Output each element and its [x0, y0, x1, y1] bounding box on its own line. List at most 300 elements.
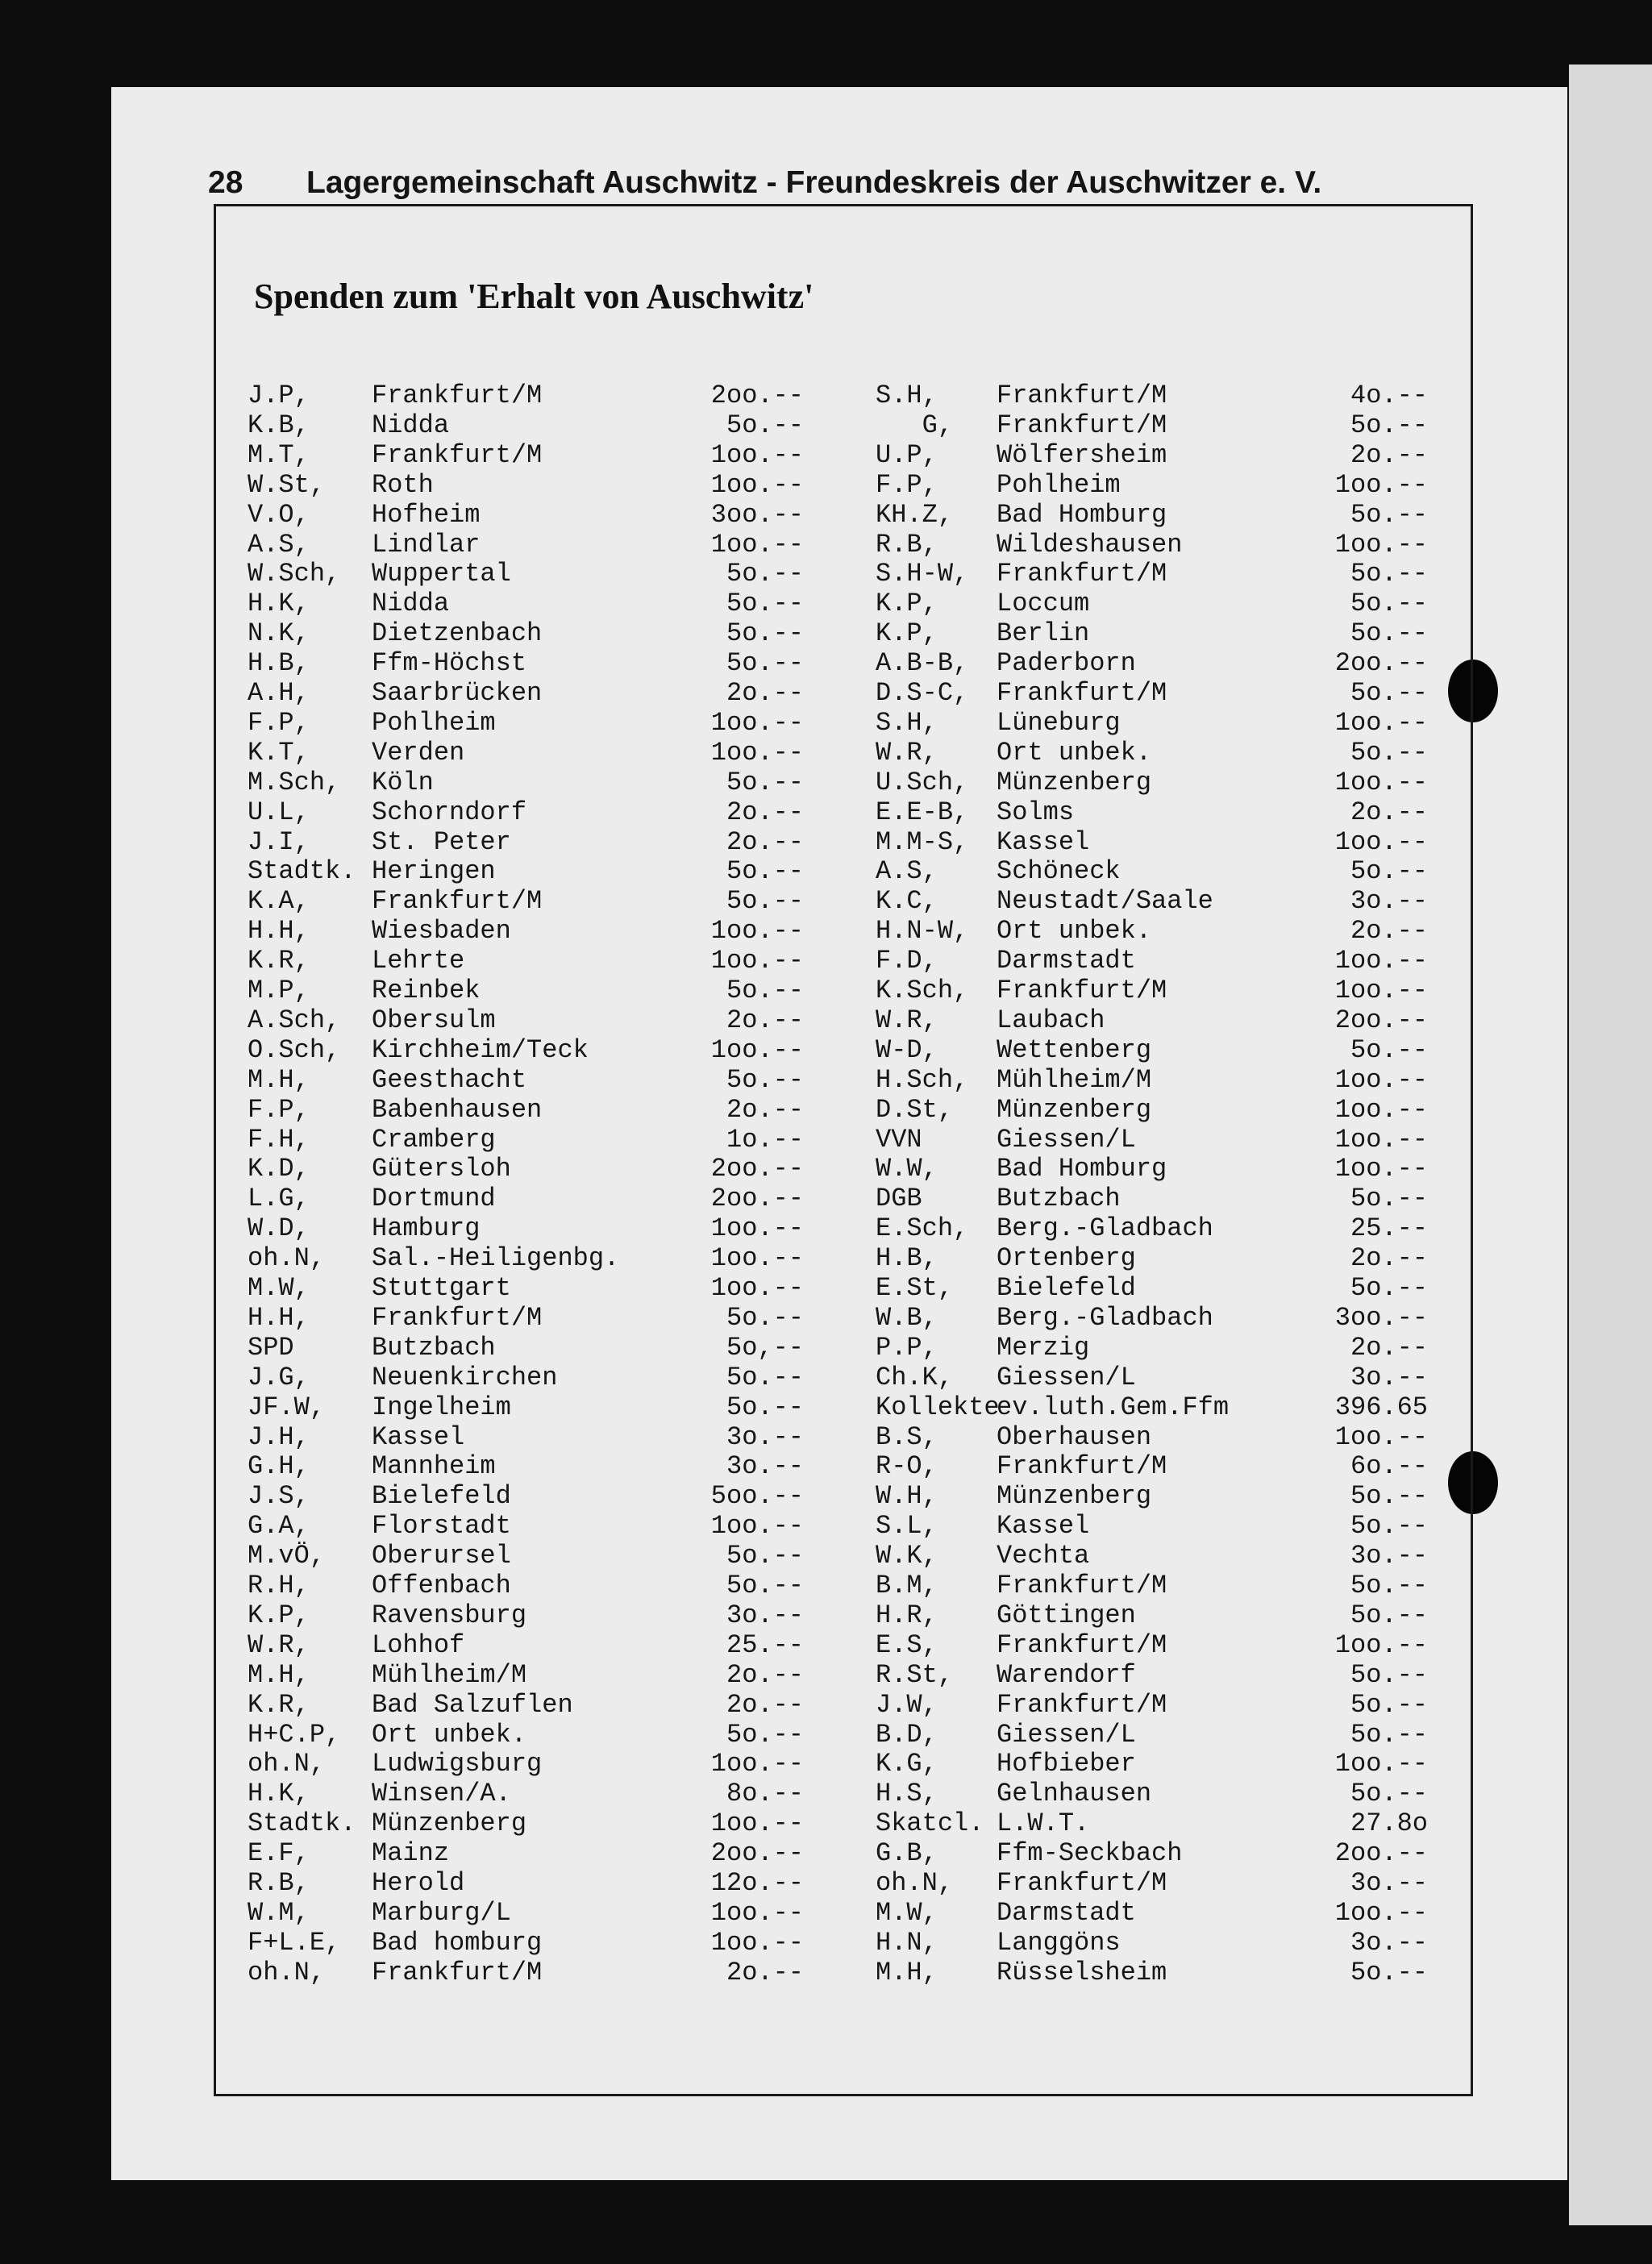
donation-row [0, 1005, 1652, 1035]
donation-left-place: Kirchheim/Teck [372, 1034, 589, 1065]
donation-left-amount: 25.-- [726, 1629, 804, 1660]
donation-right-name: M.M-S, [876, 826, 969, 857]
donation-left-name: M.Sch, [248, 767, 341, 797]
donation-left-place: Mainz [372, 1838, 450, 1869]
donation-right-name: H.R, [876, 1600, 938, 1630]
donation-left-place: Reinbek [372, 976, 481, 1005]
donation-row [0, 589, 1652, 618]
donation-right-name: Ch.K, [876, 1362, 954, 1392]
donation-left-name: oh.N, [248, 1749, 326, 1779]
donation-left-name: O.Sch, [248, 1034, 341, 1065]
donation-right-amount: 3o.-- [1350, 1362, 1428, 1392]
donation-right-name: S.L, [876, 1511, 938, 1542]
donation-left-name: oh.N, [248, 1957, 326, 1987]
donation-right-amount: 5o.-- [1350, 499, 1428, 530]
donation-right-amount: 3o.-- [1350, 1541, 1428, 1571]
donation-left-name: JF.W, [248, 1392, 326, 1422]
donation-right-name: P.P, [876, 1332, 938, 1363]
donation-left-amount: 5o.-- [726, 1541, 804, 1571]
donation-right-amount: 1oo.-- [1334, 1629, 1428, 1660]
donation-left-place: Bad homburg [372, 1927, 543, 1958]
donation-left-amount: 5o.-- [726, 1571, 804, 1600]
donation-left-amount: 2o.-- [726, 1005, 804, 1035]
donation-left-amount: 1oo.-- [710, 946, 804, 976]
donation-right-amount: 5o.-- [1350, 1571, 1428, 1600]
donation-left-place: Frankfurt/M [372, 1302, 543, 1333]
donation-left-place: Heringen [372, 856, 496, 887]
donation-right-place: Ortenberg [997, 1243, 1136, 1274]
donation-left-name: M.W, [248, 1273, 310, 1303]
donation-left-place: Ort unbek. [372, 1719, 527, 1750]
donation-row [0, 1065, 1652, 1095]
donation-left-place: Obersulm [372, 1005, 496, 1035]
donation-row [0, 1600, 1652, 1630]
donation-right-amount: 5o.-- [1350, 1689, 1428, 1720]
donation-right-place: Kassel [997, 1511, 1090, 1542]
donation-left-name: SPD [248, 1332, 294, 1363]
donation-right-amount: 5o.-- [1350, 1184, 1428, 1214]
donation-left-amount: 5oo.-- [710, 1481, 804, 1512]
donation-right-amount: 396.65 [1334, 1392, 1428, 1422]
donation-right-place: Solms [997, 797, 1075, 827]
donation-right-place: Frankfurt/M [997, 1451, 1167, 1482]
donation-right-amount: 2o.-- [1350, 439, 1428, 470]
donation-row [0, 1243, 1652, 1273]
donation-left-name: Stadtk. [248, 856, 356, 887]
donation-right-amount: 1oo.-- [1334, 1421, 1428, 1452]
donation-row [0, 708, 1652, 738]
donation-right-name: W.K, [876, 1541, 938, 1571]
donation-left-name: K.T, [248, 737, 310, 768]
donation-row [0, 827, 1652, 857]
donation-right-amount: 5o.-- [1350, 618, 1428, 649]
page-number: 28 [208, 165, 243, 200]
donation-row [0, 1868, 1652, 1898]
donation-left-name: L.G, [248, 1184, 310, 1214]
donation-right-place: Butzbach [997, 1184, 1121, 1214]
donation-right-name: Skatcl. [876, 1808, 984, 1839]
donation-row [0, 1451, 1652, 1481]
donation-left-place: Mühlheim/M [372, 1659, 527, 1690]
donation-row [0, 1035, 1652, 1065]
donation-right-name: B.S, [876, 1421, 938, 1452]
donation-right-name: B.D, [876, 1719, 938, 1750]
donation-left-amount: 3oo.-- [710, 499, 804, 530]
donation-right-place: Paderborn [997, 648, 1136, 679]
donation-row [0, 1571, 1652, 1600]
donation-left-amount: 1oo.-- [710, 529, 804, 560]
donation-left-place: Dortmund [372, 1184, 496, 1214]
donation-row [0, 440, 1652, 470]
donation-left-amount: 1oo.-- [710, 439, 804, 470]
donation-left-name: J.G, [248, 1362, 310, 1392]
donation-left-place: Münzenberg [372, 1808, 527, 1839]
donation-left-name: J.I, [248, 826, 310, 857]
donation-right-name: B.M, [876, 1571, 938, 1600]
donation-left-place: Hofheim [372, 499, 481, 530]
donation-left-amount: 5o.-- [726, 559, 804, 589]
donation-left-place: Verden [372, 737, 465, 768]
donation-right-place: Wölfersheim [997, 439, 1167, 470]
donation-left-amount: 2o.-- [726, 1689, 804, 1720]
donation-left-place: Lehrte [372, 946, 465, 976]
donation-right-name: D.St, [876, 1094, 954, 1125]
donation-left-amount: 2o.-- [726, 678, 804, 708]
donation-right-place: Kassel [997, 826, 1090, 857]
donation-right-name: E.E-B, [876, 797, 969, 827]
donation-left-amount: 5o.-- [726, 1719, 804, 1750]
donation-left-name: W.D, [248, 1213, 310, 1244]
donation-right-place: Giessen/L [997, 1719, 1136, 1750]
donation-left-name: W.R, [248, 1629, 310, 1660]
donation-right-name: R.B, [876, 529, 938, 560]
donation-row [0, 1808, 1652, 1838]
header-title: Lagergemeinschaft Auschwitz - Freundeskreis der Auschwitzer e. V. [306, 165, 1322, 200]
donation-right-amount: 1oo.-- [1334, 469, 1428, 500]
document-title: Spenden zum 'Erhalt von Auschwitz' [254, 277, 814, 316]
donation-left-amount: 5o.-- [726, 1302, 804, 1333]
donation-right-place: Darmstadt [997, 946, 1136, 976]
donation-left-amount: 1oo.-- [710, 707, 804, 738]
donation-left-amount: 1oo.-- [710, 737, 804, 768]
donation-right-name: J.W, [876, 1689, 938, 1720]
donation-right-name: W.H, [876, 1481, 938, 1512]
donation-left-place: Frankfurt/M [372, 886, 543, 917]
donation-left-amount: 1oo.-- [710, 1808, 804, 1839]
donation-left-name: V.O, [248, 499, 310, 530]
donation-left-name: A.Sch, [248, 1005, 341, 1035]
donation-right-name: E.S, [876, 1629, 938, 1660]
donation-row [0, 1928, 1652, 1958]
donation-right-name: W.W, [876, 1154, 938, 1184]
donation-row [0, 1422, 1652, 1452]
donation-row [0, 738, 1652, 768]
donation-right-amount: 2oo.-- [1334, 1838, 1428, 1869]
donation-left-name: J.S, [248, 1481, 310, 1512]
donation-right-amount: 1oo.-- [1334, 826, 1428, 857]
donation-left-amount: 1oo.-- [710, 916, 804, 947]
donation-left-amount: 3o.-- [726, 1421, 804, 1452]
donation-row [0, 768, 1652, 797]
donation-right-amount: 5o.-- [1350, 1034, 1428, 1065]
donation-left-name: G.A, [248, 1511, 310, 1542]
donation-right-name: W.B, [876, 1302, 938, 1333]
donation-right-amount: 1oo.-- [1334, 1154, 1428, 1184]
donation-left-name: R.H, [248, 1571, 310, 1600]
donation-right-name: S.H-W, [876, 559, 969, 589]
donation-left-amount: 5o,-- [726, 1332, 804, 1363]
donation-left-name: F.H, [248, 1124, 310, 1155]
donation-left-name: A.S, [248, 529, 310, 560]
donation-left-amount: 5o.-- [726, 1064, 804, 1095]
donation-right-place: Oberhausen [997, 1421, 1152, 1452]
donation-right-place: Vechta [997, 1541, 1090, 1571]
donation-left-place: Geesthacht [372, 1064, 527, 1095]
donation-left-place: Offenbach [372, 1571, 511, 1600]
donation-right-place: Münzenberg [997, 1481, 1152, 1512]
donation-right-place: Frankfurt/M [997, 381, 1167, 410]
donation-left-place: Roth [372, 469, 434, 500]
donation-row [0, 1273, 1652, 1303]
donation-right-name: W-D, [876, 1034, 938, 1065]
donation-row [0, 1630, 1652, 1660]
donation-left-amount: 5o.-- [726, 1362, 804, 1392]
donation-left-amount: 2o.-- [726, 826, 804, 857]
donation-left-name: M.P, [248, 976, 310, 1005]
donation-right-amount: 5o.-- [1350, 1957, 1428, 1987]
donation-right-name: E.St, [876, 1273, 954, 1303]
donation-right-amount: 1oo.-- [1334, 1064, 1428, 1095]
donation-left-name: W.St, [248, 469, 326, 500]
donation-left-place: Marburg/L [372, 1897, 511, 1928]
donation-right-place: ev.luth.Gem.Ffm [997, 1392, 1230, 1422]
donation-right-place: Wildeshausen [997, 529, 1183, 560]
donation-right-name: U.Sch, [876, 767, 969, 797]
donation-row [0, 500, 1652, 530]
donation-right-name: S.H, [876, 707, 938, 738]
donation-row [0, 1392, 1652, 1422]
donation-right-place: Laubach [997, 1005, 1105, 1035]
donation-right-place: Loccum [997, 589, 1090, 619]
donation-row [0, 976, 1652, 1005]
donation-row [0, 797, 1652, 827]
donation-left-amount: 2oo.-- [710, 1154, 804, 1184]
donation-right-amount: 1oo.-- [1334, 1124, 1428, 1155]
donation-left-name: F.P, [248, 1094, 310, 1125]
donation-right-amount: 1oo.-- [1334, 1094, 1428, 1125]
donation-left-place: Frankfurt/M [372, 439, 543, 470]
donation-right-place: Frankfurt/M [997, 559, 1167, 589]
donation-right-place: Frankfurt/M [997, 678, 1167, 708]
donation-right-name: F.P, [876, 469, 938, 500]
donation-row [0, 1898, 1652, 1928]
donation-left-name: oh.N, [248, 1243, 326, 1274]
donation-right-place: Frankfurt/M [997, 976, 1167, 1005]
donation-right-amount: 5o.-- [1350, 1600, 1428, 1630]
donation-left-name: H.H, [248, 1302, 310, 1333]
donation-right-name: H.N-W, [876, 916, 969, 947]
donation-right-name: A.S, [876, 856, 938, 887]
donation-right-amount: 3o.-- [1350, 886, 1428, 917]
donation-left-amount: 5o.-- [726, 410, 804, 440]
donation-row [0, 1095, 1652, 1125]
donation-right-place: Langgöns [997, 1927, 1121, 1958]
donation-row [0, 916, 1652, 946]
donation-right-place: L.W.T. [997, 1808, 1090, 1839]
donation-left-place: Oberursel [372, 1541, 511, 1571]
donation-right-place: Giessen/L [997, 1124, 1136, 1155]
donation-right-amount: 5o.-- [1350, 1481, 1428, 1512]
donation-row [0, 648, 1652, 678]
donation-row [0, 1660, 1652, 1690]
donation-left-amount: 12o.-- [710, 1868, 804, 1898]
donation-left-amount: 2oo.-- [710, 381, 804, 410]
donation-row [0, 1213, 1652, 1243]
donation-right-name: G.B, [876, 1838, 938, 1869]
donation-left-place: Herold [372, 1868, 465, 1898]
donation-right-place: Neustadt/Saale [997, 886, 1213, 917]
donation-row [0, 1838, 1652, 1868]
donation-right-amount: 2o.-- [1350, 1332, 1428, 1363]
donation-left-name: W.M, [248, 1897, 310, 1928]
donation-right-amount: 1oo.-- [1334, 767, 1428, 797]
donation-left-place: Pohlheim [372, 707, 496, 738]
donation-right-place: Mühlheim/M [997, 1064, 1152, 1095]
donation-left-name: E.F, [248, 1838, 310, 1869]
donation-left-place: Wuppertal [372, 559, 511, 589]
donation-right-amount: 5o.-- [1350, 1511, 1428, 1542]
donation-left-amount: 1oo.-- [710, 1213, 804, 1244]
donation-left-place: Ffm-Höchst [372, 648, 527, 679]
donation-right-name: H.S, [876, 1779, 938, 1809]
donation-right-place: Frankfurt/M [997, 1689, 1167, 1720]
donation-right-name: E.Sch, [876, 1213, 969, 1244]
donation-left-name: G.H, [248, 1451, 310, 1482]
donation-left-name: M.T, [248, 439, 310, 470]
donation-left-amount: 2oo.-- [710, 1184, 804, 1214]
donation-left-name: N.K, [248, 618, 310, 649]
donation-left-name: F.P, [248, 707, 310, 738]
donation-left-place: Winsen/A. [372, 1779, 511, 1809]
donation-left-amount: 2o.-- [726, 797, 804, 827]
donation-right-amount: 3o.-- [1350, 1868, 1428, 1898]
donation-right-place: Schöneck [997, 856, 1121, 887]
donation-right-place: Ort unbek. [997, 737, 1152, 768]
donation-right-place: Münzenberg [997, 1094, 1152, 1125]
donation-left-amount: 1oo.-- [710, 1749, 804, 1779]
donation-right-name: VVN [876, 1124, 922, 1155]
donation-right-amount: 2o.-- [1350, 916, 1428, 947]
donation-row [0, 1481, 1652, 1511]
donation-row [0, 530, 1652, 560]
donation-left-place: Hamburg [372, 1213, 481, 1244]
donation-left-amount: 5o.-- [726, 767, 804, 797]
donation-row [0, 1958, 1652, 1987]
donation-left-amount: 1oo.-- [710, 1243, 804, 1274]
donation-right-place: Hofbieber [997, 1749, 1136, 1779]
donation-left-name: H.K, [248, 589, 310, 619]
donation-left-place: Ludwigsburg [372, 1749, 543, 1779]
donation-row [0, 946, 1652, 976]
donation-left-amount: 1oo.-- [710, 1273, 804, 1303]
donation-left-name: W.Sch, [248, 559, 341, 589]
donation-row [0, 1541, 1652, 1571]
donation-right-name: oh.N, [876, 1868, 954, 1898]
donation-left-name: R.B, [248, 1868, 310, 1898]
donation-row [0, 381, 1652, 410]
donation-right-name: DGB [876, 1184, 922, 1214]
donation-row [0, 470, 1652, 500]
donation-row [0, 1333, 1652, 1363]
donation-left-name: Stadtk. [248, 1808, 356, 1839]
donation-right-name: U.P, [876, 439, 938, 470]
donation-left-amount: 5o.-- [726, 589, 804, 619]
donation-right-amount: 5o.-- [1350, 559, 1428, 589]
donation-left-amount: 1oo.-- [710, 1511, 804, 1542]
donation-right-name: W.R, [876, 737, 938, 768]
donation-left-name: H.H, [248, 916, 310, 947]
donation-left-place: Mannheim [372, 1451, 496, 1482]
donation-right-amount: 3oo.-- [1334, 1302, 1428, 1333]
donation-right-amount: 5o.-- [1350, 737, 1428, 768]
donation-left-name: H.K, [248, 1779, 310, 1809]
donation-right-amount: 2o.-- [1350, 1243, 1428, 1274]
donation-right-amount: 2oo.-- [1334, 648, 1428, 679]
donation-right-name: S.H, [876, 381, 938, 410]
donation-row [0, 1184, 1652, 1213]
donation-left-amount: 2oo.-- [710, 1838, 804, 1869]
donation-left-place: Neuenkirchen [372, 1362, 558, 1392]
donation-right-place: Warendorf [997, 1659, 1136, 1690]
donation-right-amount: 4o.-- [1350, 381, 1428, 410]
donation-row [0, 678, 1652, 708]
donation-left-place: Dietzenbach [372, 618, 543, 649]
donation-left-place: Ravensburg [372, 1600, 527, 1630]
donation-left-name: K.D, [248, 1154, 310, 1184]
donation-left-place: Sal.-Heiligenbg. [372, 1243, 620, 1274]
donation-right-amount: 6o.-- [1350, 1451, 1428, 1482]
donation-row [0, 886, 1652, 916]
donation-right-name: K.P, [876, 589, 938, 619]
donation-right-place: Gelnhausen [997, 1779, 1152, 1809]
donation-left-amount: 3o.-- [726, 1451, 804, 1482]
donation-left-name: M.H, [248, 1659, 310, 1690]
donation-left-place: Schorndorf [372, 797, 527, 827]
donation-right-name: A.B-B, [876, 648, 969, 679]
donation-right-name: W.R, [876, 1005, 938, 1035]
donation-right-place: Darmstadt [997, 1897, 1136, 1928]
donation-right-place: Merzig [997, 1332, 1090, 1363]
donation-left-amount: 5o.-- [726, 618, 804, 649]
donation-left-name: H+C.P, [248, 1719, 341, 1750]
donation-left-place: Frankfurt/M [372, 381, 543, 410]
donation-left-amount: 5o.-- [726, 648, 804, 679]
donation-right-name: KH.Z, [876, 499, 954, 530]
donation-left-place: Ingelheim [372, 1392, 511, 1422]
donation-right-place: Frankfurt/M [997, 1868, 1167, 1898]
donation-left-place: Bad Salzuflen [372, 1689, 573, 1720]
donation-left-place: Saarbrücken [372, 678, 543, 708]
donation-right-name: H.B, [876, 1243, 938, 1274]
donation-right-name: H.Sch, [876, 1064, 969, 1095]
donation-row [0, 1511, 1652, 1541]
donation-row [0, 410, 1652, 440]
donation-right-amount: 5o.-- [1350, 589, 1428, 619]
donation-left-amount: 1o.-- [726, 1124, 804, 1155]
donation-left-place: St. Peter [372, 826, 511, 857]
donation-left-place: Butzbach [372, 1332, 496, 1363]
donation-right-amount: 1oo.-- [1334, 946, 1428, 976]
donation-right-place: Bad Homburg [997, 499, 1167, 530]
donation-left-place: Köln [372, 767, 434, 797]
donation-row [0, 1154, 1652, 1184]
donation-right-place: Pohlheim [997, 469, 1121, 500]
donation-right-name: K.P, [876, 618, 938, 649]
donation-left-name: F+L.E, [248, 1927, 341, 1958]
donation-left-place: Stuttgart [372, 1273, 511, 1303]
donation-row [0, 1690, 1652, 1720]
donation-right-place: Bielefeld [997, 1273, 1136, 1303]
donation-right-place: Göttingen [997, 1600, 1136, 1630]
donation-right-place: Rüsselsheim [997, 1957, 1167, 1987]
donation-row [0, 1720, 1652, 1750]
donation-left-name: H.B, [248, 648, 310, 679]
donation-left-amount: 1oo.-- [710, 1034, 804, 1065]
donation-left-name: J.P, [248, 381, 310, 410]
donation-left-name: K.R, [248, 946, 310, 976]
donation-right-name: Kollekte [876, 1392, 1000, 1422]
donation-right-amount: 1oo.-- [1334, 529, 1428, 560]
